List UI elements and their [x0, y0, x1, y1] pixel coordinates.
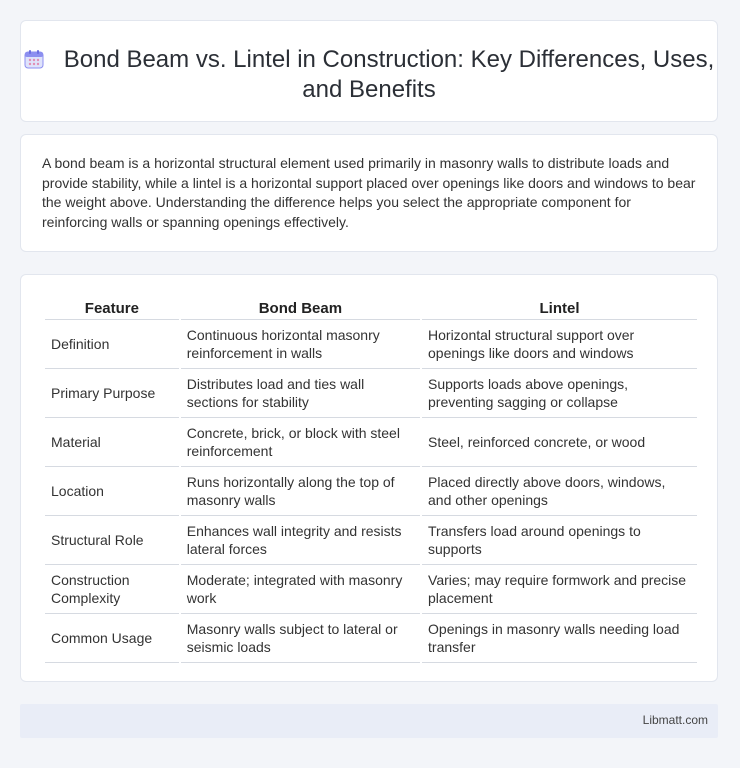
lintel-cell: Horizontal structural support over openings like doors and windows — [422, 320, 697, 369]
table-row — [45, 320, 697, 369]
feature-cell: Common Usage — [45, 614, 179, 663]
comparison-table — [43, 297, 699, 663]
footer-bar — [20, 704, 718, 738]
bond-beam-cell: Runs horizontally along the top of masonry walls — [181, 467, 420, 516]
comparison-card — [20, 274, 718, 682]
table-row — [45, 418, 697, 467]
lintel-cell: Transfers load around openings to supports — [422, 516, 697, 565]
footer-brand: Libmatt.com — [642, 713, 708, 727]
feature-cell: Location — [45, 467, 179, 516]
page-title-wrap — [21, 45, 717, 105]
feature-cell: Material — [45, 418, 179, 467]
lintel-cell: Steel, reinforced concrete, or wood — [422, 418, 697, 467]
table-row — [45, 565, 697, 614]
feature-cell: Construction Complexity — [45, 565, 179, 614]
lintel-cell: Openings in masonry walls needing load transfer — [422, 614, 697, 663]
table-row — [45, 369, 697, 418]
header-bond-beam: Bond Beam — [181, 297, 420, 320]
feature-cell: Structural Role — [45, 516, 179, 565]
title-card — [20, 20, 718, 122]
table-row — [45, 467, 697, 516]
bond-beam-cell: Moderate; integrated with masonry work — [181, 565, 420, 614]
page-title: Bond Beam vs. Lintel in Construction: Key Differences, Uses, and Benefits — [63, 46, 715, 103]
bond-beam-cell: Enhances wall integrity and resists lateral forces — [181, 516, 420, 565]
table-row — [45, 516, 697, 565]
feature-cell: Primary Purpose — [45, 369, 179, 418]
lintel-cell: Supports loads above openings, preventing sagging or collapse — [422, 369, 697, 418]
intro-card — [20, 134, 718, 252]
bond-beam-cell: Distributes load and ties wall sections for stability — [181, 369, 420, 418]
bond-beam-cell: Continuous horizontal masonry reinforcement in walls — [181, 320, 420, 369]
lintel-cell: Placed directly above doors, windows, and other openings — [422, 467, 697, 516]
bond-beam-cell: Concrete, brick, or block with steel reinforcement — [181, 418, 420, 467]
table-row — [45, 614, 697, 663]
bond-beam-cell: Masonry walls subject to lateral or seismic loads — [181, 614, 420, 663]
lintel-cell: Varies; may require formwork and precise placement — [422, 565, 697, 614]
header-lintel: Lintel — [422, 297, 697, 320]
calendar-icon — [24, 49, 44, 69]
table-header-row — [45, 297, 697, 320]
header-feature: Feature — [45, 297, 179, 320]
feature-cell: Definition — [45, 320, 179, 369]
intro-paragraph: A bond beam is a horizontal structural element used primarily in masonry walls to distribute loads and provide stability, while a lintel is a horizontal support placed over openings like doors and windows to bear the weight above. Understanding the difference helps you select the appropriate component for reinforcing walls or spanning openings effectively. — [42, 155, 696, 230]
